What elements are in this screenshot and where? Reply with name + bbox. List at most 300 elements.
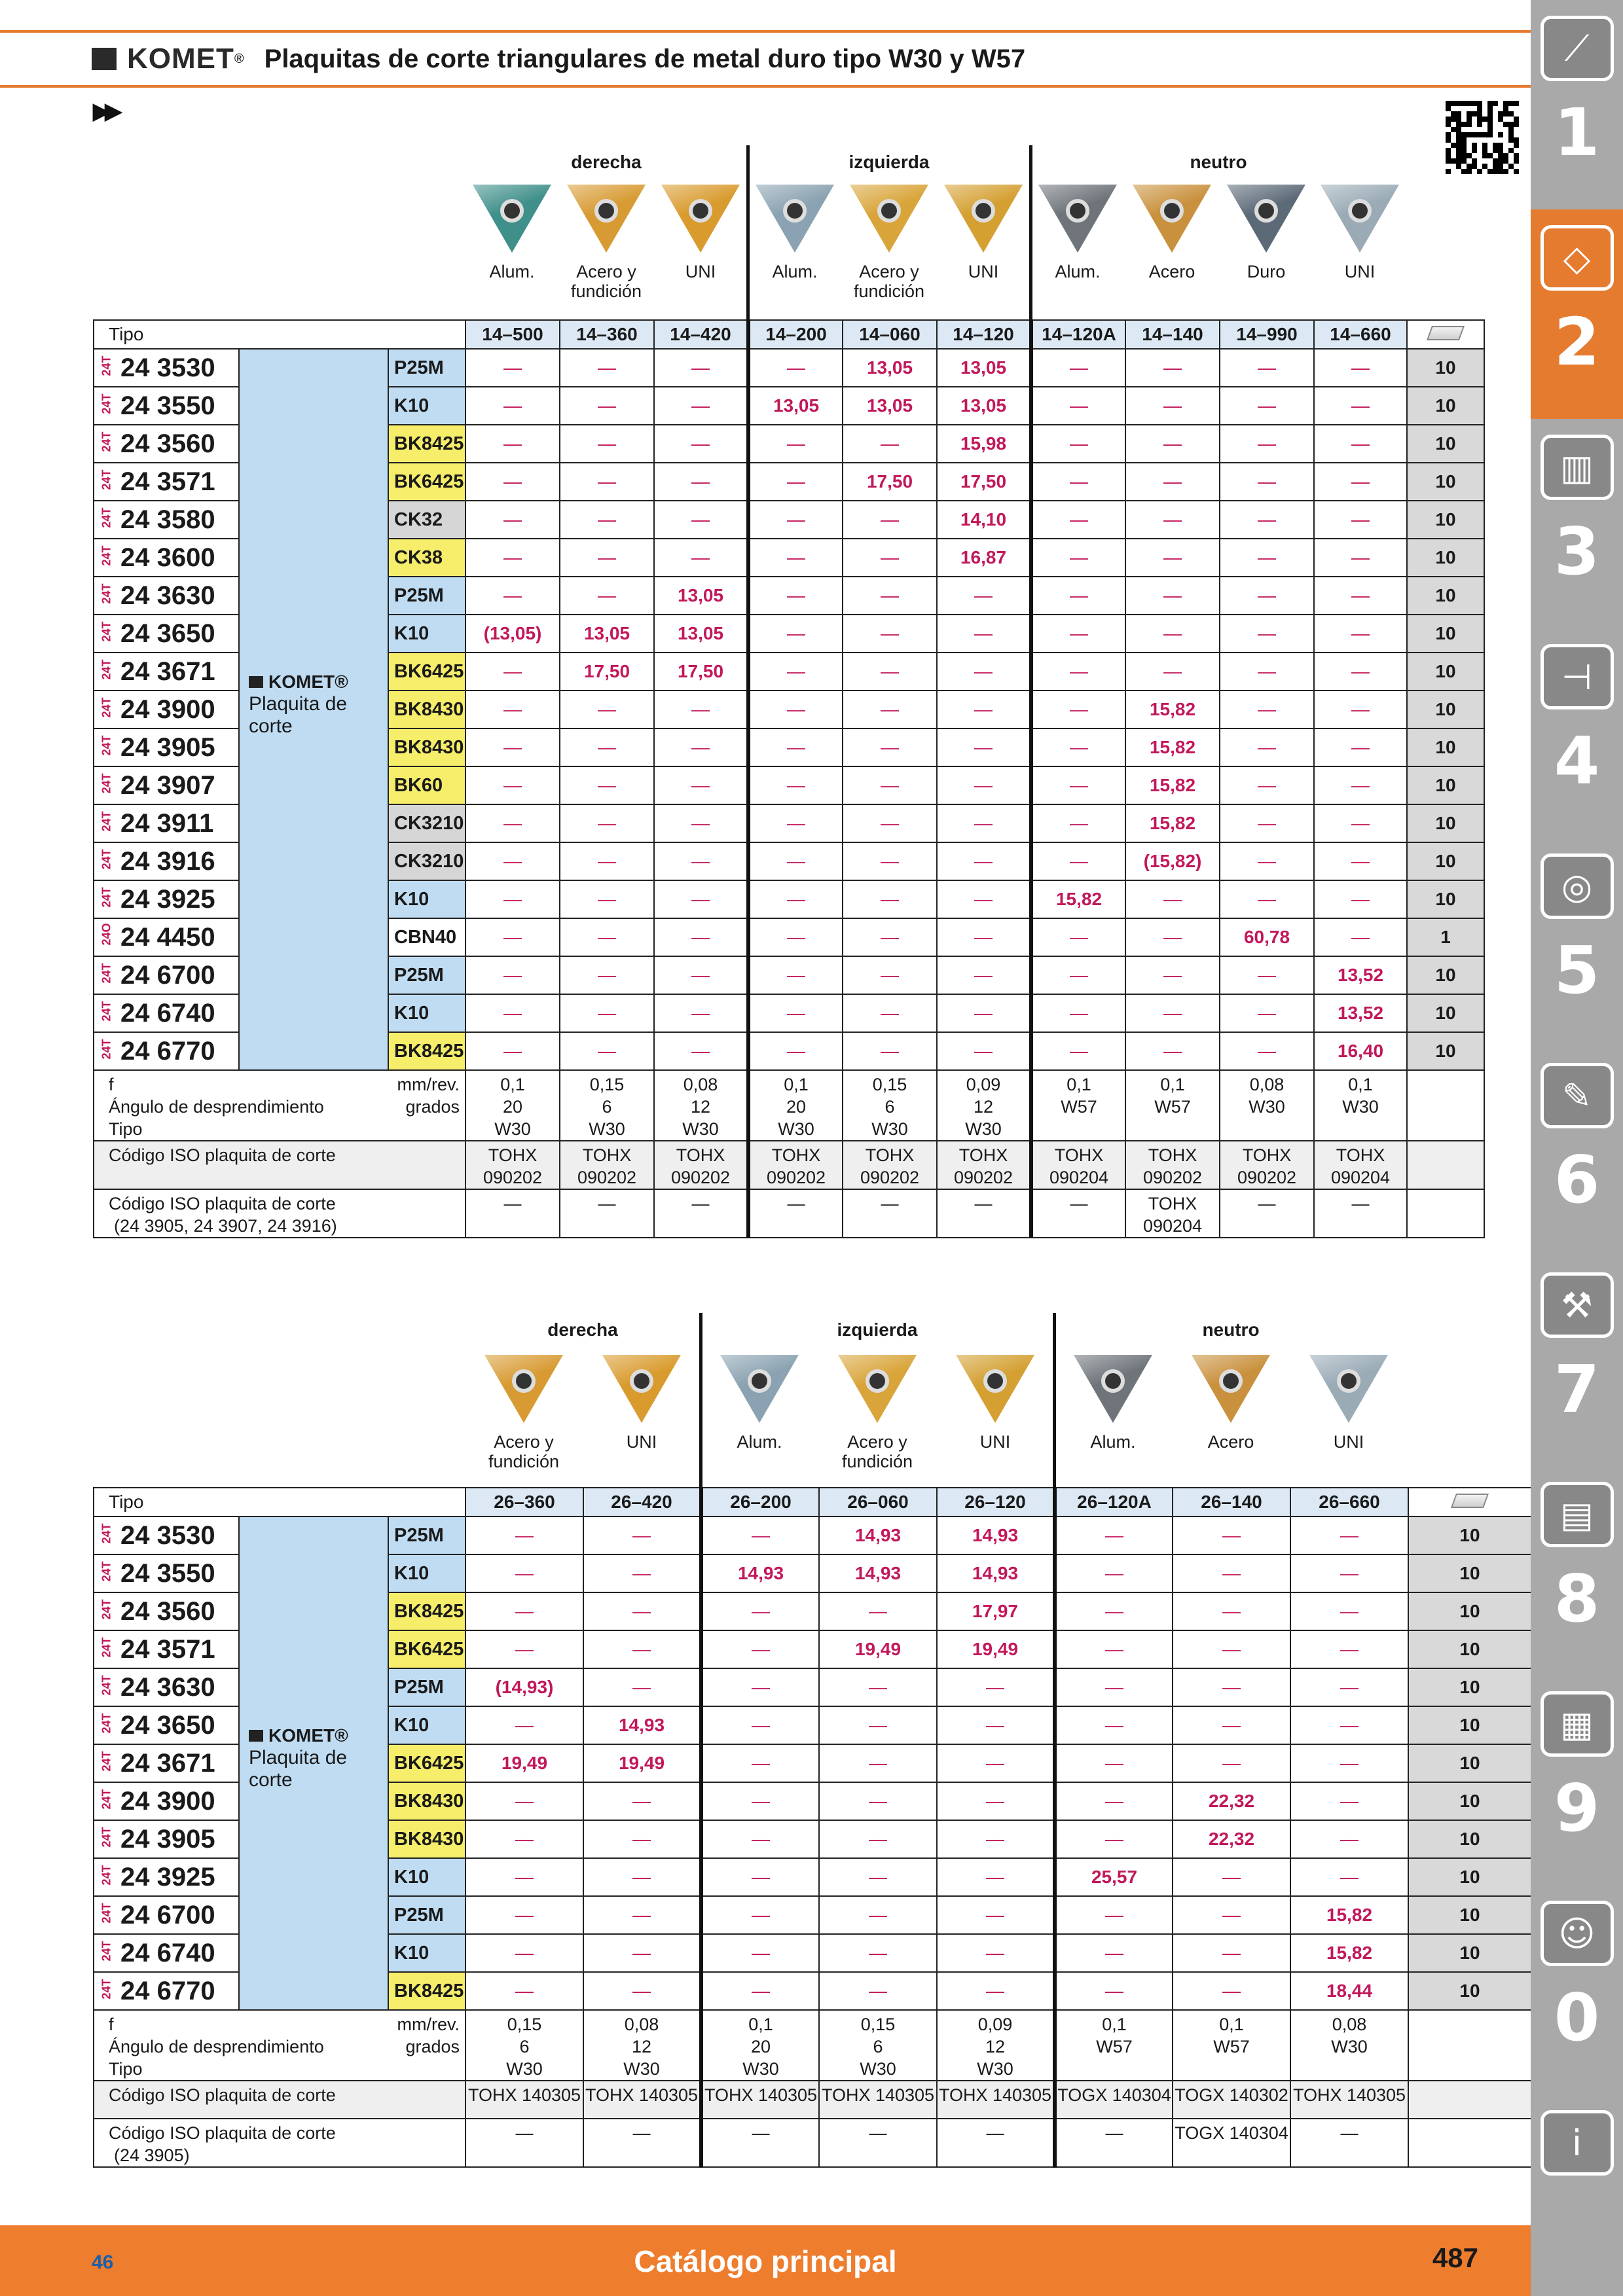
grade-badge: P25M [388, 1896, 465, 1934]
unavailable-cell: — [560, 387, 654, 425]
price-cell[interactable]: (14,93) [465, 1668, 583, 1706]
price-cell[interactable]: 17,50 [560, 653, 654, 691]
price-cell[interactable]: 17,50 [654, 653, 748, 691]
unavailable-cell: — [937, 842, 1031, 880]
spec-value-line: 090202 [1142, 1168, 1203, 1187]
spec-label-line: Tipo [109, 1119, 143, 1139]
unavailable-cell: — [465, 956, 560, 994]
spec-label-line: Tipo [109, 2059, 143, 2079]
unavailable-cell: — [465, 728, 560, 766]
grade-badge: CBN40 [388, 918, 465, 956]
price-cell[interactable]: 14,93 [937, 1516, 1055, 1554]
price-cell[interactable]: 22,32 [1173, 1782, 1290, 1820]
pack-quantity: 10 [1408, 1820, 1531, 1858]
price-cell[interactable]: 19,49 [819, 1630, 937, 1668]
spec-value [843, 1070, 937, 1141]
brand-cell [239, 349, 388, 1070]
insert-image-icon [944, 185, 1023, 257]
price-cell[interactable]: 60,78 [1220, 918, 1314, 956]
product-code [94, 577, 239, 615]
column-header-26–660: 26–660 [1290, 1488, 1408, 1516]
insert-image-icon [661, 185, 740, 257]
unavailable-cell: — [1220, 880, 1314, 918]
price-cell[interactable]: 18,44 [1290, 1972, 1408, 2010]
spec-value-line: 20 [750, 2037, 771, 2056]
column-header-14–420: 14–420 [654, 320, 748, 349]
spec-value-line: 090202 [953, 1168, 1013, 1187]
spec-value [1125, 1141, 1220, 1189]
chapter-tab-2[interactable] [1531, 209, 1623, 419]
unavailable-cell: — [465, 1782, 583, 1820]
unavailable-cell: — [748, 918, 843, 956]
grade-badge: BK8430 [388, 1782, 465, 1820]
price-cell[interactable]: 16,40 [1314, 1032, 1407, 1070]
product-code [94, 463, 239, 501]
variant-tag: 24T [100, 1599, 113, 1620]
product-code [94, 880, 239, 918]
unavailable-cell: — [1290, 1630, 1408, 1668]
unavailable-cell: — [1125, 349, 1220, 387]
spec-value [1055, 2081, 1173, 2119]
column-header-26–120: 26–120 [937, 1488, 1055, 1516]
spec-value [937, 2010, 1055, 2081]
price-cell[interactable]: 15,82 [1031, 880, 1125, 918]
insert-hole-icon [748, 1369, 771, 1393]
spec-value-line: W30 [778, 1119, 814, 1139]
column-header-14–500: 14–500 [465, 320, 560, 349]
info-icon: i [1541, 2110, 1614, 2176]
group-label-izquierda: izquierda [837, 1319, 918, 1340]
grade-badge: BK8425 [388, 1592, 465, 1630]
brand-name: KOMET® [268, 672, 348, 692]
unavailable-cell: — [654, 804, 748, 842]
price-cell[interactable]: 15,82 [1125, 728, 1220, 766]
unavailable-cell: — [748, 956, 843, 994]
spec-value-line: W57 [1096, 2037, 1133, 2056]
price-cell[interactable]: 13,05 [843, 349, 937, 387]
spec-unit-line [388, 2058, 460, 2080]
unavailable-cell: — [583, 1668, 701, 1706]
spec-label-line: (24 3905, 24 3907, 24 3916) [114, 1216, 337, 1236]
spec-empty [1407, 1189, 1484, 1238]
unavailable-cell: — [1125, 956, 1220, 994]
unavailable-cell: — [748, 615, 843, 653]
pack-quantity: 10 [1408, 1668, 1531, 1706]
unavailable-cell: — [937, 1668, 1055, 1706]
pack-quantity: 10 [1407, 804, 1484, 842]
product-code-text: 24 3925 [120, 1862, 215, 1892]
product-code-text: 24 3571 [120, 467, 215, 496]
spec-value-line: TOGX 140304 [1057, 2085, 1171, 2105]
unavailable-cell: — [937, 994, 1031, 1032]
pack-quantity: 10 [1408, 1516, 1531, 1554]
spec-value-line: — [869, 2123, 887, 2143]
unavailable-cell: — [819, 1782, 937, 1820]
unavailable-cell: — [1173, 1858, 1290, 1896]
unavailable-cell: — [1125, 653, 1220, 691]
product-code [94, 1630, 239, 1668]
unavailable-cell: — [1220, 463, 1314, 501]
unavailable-cell: — [465, 1706, 583, 1744]
unavailable-cell: — [748, 425, 843, 463]
spec-value-line: W57 [1154, 1097, 1191, 1117]
variant-tag: 24T [100, 469, 113, 490]
product-code [94, 1858, 239, 1896]
price-cell[interactable]: 13,52 [1314, 956, 1407, 994]
price-cell[interactable]: 13,05 [560, 615, 654, 653]
price-cell[interactable]: 15,82 [1125, 691, 1220, 728]
unavailable-cell: — [465, 691, 560, 728]
group-label-derecha: derecha [547, 1319, 618, 1340]
spec-value [1220, 1189, 1314, 1238]
price-cell[interactable]: 15,82 [1290, 1934, 1408, 1972]
column-header-14–140: 14–140 [1125, 320, 1220, 349]
spec-value [1173, 2119, 1290, 2167]
chapter-tab-8[interactable] [1531, 1466, 1623, 1676]
unavailable-cell: — [748, 463, 843, 501]
unavailable-cell: — [465, 1858, 583, 1896]
grade-badge: BK8425 [388, 425, 465, 463]
insert-image-icon [756, 185, 834, 257]
price-cell[interactable]: 25,57 [1055, 1858, 1173, 1896]
unavailable-cell: — [583, 1782, 701, 1820]
chapter-tab-info[interactable] [1531, 2094, 1623, 2296]
insert-hole-icon [1337, 1369, 1360, 1393]
spec-value [937, 2081, 1055, 2119]
price-cell[interactable]: 17,50 [843, 463, 937, 501]
table-header-row [94, 1488, 1531, 1516]
spec-value [1220, 1141, 1314, 1189]
insert-type-label: Acero y fundición [570, 262, 642, 301]
spec-label-line: Ángulo de desprendimiento [109, 1097, 324, 1117]
unavailable-cell: — [1314, 425, 1407, 463]
unavailable-cell: — [1031, 842, 1125, 880]
qr-code-icon[interactable] [1446, 101, 1519, 174]
price-cell[interactable]: 13,52 [1314, 994, 1407, 1032]
spec-value-line: W30 [1249, 1097, 1285, 1117]
unavailable-cell: — [843, 577, 937, 615]
unavailable-cell: — [1173, 1706, 1290, 1744]
unavailable-cell: — [843, 539, 937, 577]
unavailable-cell: — [1220, 728, 1314, 766]
product-code [94, 615, 239, 653]
chapter-tab-0[interactable] [1531, 1885, 1623, 2094]
chapter-number: 5 [1554, 932, 1600, 1009]
price-cell[interactable]: 13,05 [937, 387, 1031, 425]
price-cell[interactable]: 17,97 [937, 1592, 1055, 1630]
unavailable-cell: — [1031, 615, 1125, 653]
unavailable-cell: — [937, 1744, 1055, 1782]
unavailable-cell: — [748, 577, 843, 615]
column-header-14–120A: 14–120A [1031, 320, 1125, 349]
product-code-text: 24 3905 [120, 732, 215, 762]
chapter-number: 0 [1554, 1979, 1600, 2056]
spec-value-line: 0,08 [683, 1075, 718, 1094]
grade-badge: P25M [388, 577, 465, 615]
unavailable-cell: — [583, 1592, 701, 1630]
unavailable-cell: — [465, 577, 560, 615]
unavailable-cell: — [1220, 577, 1314, 615]
pack-quantity: 10 [1408, 1972, 1531, 2010]
spec-value [654, 1189, 748, 1238]
table-row [94, 1516, 1531, 1554]
pack-quantity: 10 [1407, 349, 1484, 387]
spec-value-line: 090202 [577, 1168, 637, 1187]
spec-value [819, 2010, 937, 2081]
group-separator [699, 1313, 702, 1487]
unavailable-cell: — [843, 918, 937, 956]
unavailable-cell: — [937, 880, 1031, 918]
price-cell[interactable]: 22,32 [1173, 1820, 1290, 1858]
unavailable-cell: — [465, 1516, 583, 1554]
spec-value [748, 1070, 843, 1141]
unavailable-cell: — [1220, 539, 1314, 577]
product-code [94, 1934, 239, 1972]
price-cell[interactable]: 14,93 [819, 1554, 937, 1592]
pack-quantity: 10 [1407, 387, 1484, 425]
pack-quantity: 10 [1407, 956, 1484, 994]
unavailable-cell: — [1055, 1896, 1173, 1934]
saw-blade-icon: ◎ [1541, 853, 1614, 919]
product-code [94, 1592, 239, 1630]
unavailable-cell: — [560, 425, 654, 463]
chapter-tab-3[interactable] [1531, 419, 1623, 628]
chapter-tab-1[interactable] [1531, 0, 1623, 209]
price-cell[interactable]: 16,87 [937, 539, 1031, 577]
group-label-neutro: neutro [1202, 1319, 1260, 1340]
price-cell[interactable]: 15,98 [937, 425, 1031, 463]
group-label-derecha: derecha [571, 152, 642, 172]
unavailable-cell: — [1031, 653, 1125, 691]
spec-value-line: TOGX 140302 [1175, 2085, 1288, 2105]
price-cell[interactable]: 13,05 [937, 349, 1031, 387]
spec-value [560, 1070, 654, 1141]
price-cell[interactable]: (13,05) [465, 615, 560, 653]
insert-image-icon [1038, 185, 1117, 257]
product-code [94, 691, 239, 728]
spec-value-line: 0,15 [872, 1075, 907, 1094]
price-cell[interactable]: 15,82 [1125, 766, 1220, 804]
group-label-neutro: neutro [1190, 152, 1247, 172]
spec-value-line: 0,1 [1102, 2015, 1127, 2034]
spec-value [1290, 2081, 1408, 2119]
spec-value-line: TOHX [1054, 1145, 1104, 1165]
spec-value-line: 0,08 [624, 2015, 659, 2034]
product-code [94, 349, 239, 387]
price-cell[interactable]: (15,82) [1125, 842, 1220, 880]
insert-hole-icon [1219, 1369, 1243, 1393]
price-cell[interactable]: 13,05 [843, 387, 937, 425]
unavailable-cell: — [1125, 880, 1220, 918]
variant-tag: 24T [100, 1713, 113, 1734]
spec-value-line: W30 [742, 2059, 779, 2079]
unavailable-cell: — [843, 728, 937, 766]
price-cell[interactable]: 15,82 [1125, 804, 1220, 842]
spec-value-line: 12 [985, 2037, 1006, 2056]
spec-value [819, 2081, 937, 2119]
variant-tag: 24T [100, 1865, 113, 1886]
grade-badge: CK3210 [388, 842, 465, 880]
unavailable-cell: — [583, 1554, 701, 1592]
unavailable-cell: — [465, 501, 560, 539]
price-cell[interactable]: 13,05 [654, 615, 748, 653]
unavailable-cell: — [560, 728, 654, 766]
unavailable-cell: — [560, 1032, 654, 1070]
variant-tag: 24T [100, 1523, 113, 1544]
spec-unit-line: mm/rev. [397, 1075, 460, 1094]
chapter-tab-6[interactable] [1531, 1047, 1623, 1257]
spec-empty [1408, 2010, 1531, 2081]
unavailable-cell: — [1125, 994, 1220, 1032]
price-cell[interactable]: 14,93 [937, 1554, 1055, 1592]
unavailable-cell: — [1031, 804, 1125, 842]
product-table [93, 319, 1485, 1238]
insert-hole-icon [594, 199, 618, 223]
spec-label-line: f [109, 2015, 114, 2034]
spec-value [1290, 2119, 1408, 2167]
spec-value [583, 2119, 701, 2167]
unavailable-cell: — [560, 842, 654, 880]
unavailable-cell: — [465, 349, 560, 387]
unavailable-cell: — [937, 1706, 1055, 1744]
chapter-tab-9[interactable] [1531, 1676, 1623, 1885]
unavailable-cell: — [654, 425, 748, 463]
unavailable-cell: — [1055, 1820, 1173, 1858]
unavailable-cell: — [1314, 539, 1407, 577]
spec-value [843, 1189, 937, 1238]
spec-value-line: 20 [786, 1097, 807, 1117]
variant-tag: 24T [100, 887, 113, 908]
spec-value [1031, 1070, 1125, 1141]
unavailable-cell: — [1031, 539, 1125, 577]
spec-value-line: W30 [860, 2059, 896, 2079]
product-code-text: 24 3530 [120, 1520, 215, 1550]
spec-label-line: Ángulo de desprendimiento [109, 2037, 324, 2056]
spec-value [465, 2081, 583, 2119]
product-code [94, 956, 239, 994]
price-cell[interactable]: 13,05 [748, 387, 843, 425]
spec-label-line: (24 3905) [114, 2145, 190, 2165]
product-code-text: 24 3671 [120, 656, 215, 686]
pack-quantity: 10 [1407, 766, 1484, 804]
spec-value [1055, 2010, 1173, 2081]
spec-value-line: — [974, 1194, 993, 1213]
pliers-icon: ⚒ [1541, 1272, 1614, 1338]
price-cell[interactable]: 13,05 [654, 577, 748, 615]
spec-value-line: 0,08 [1332, 2015, 1367, 2034]
unavailable-cell: — [937, 691, 1031, 728]
spec-value-line: — [1258, 1194, 1276, 1213]
pack-quantity: 10 [1408, 1782, 1531, 1820]
unavailable-cell: — [1031, 728, 1125, 766]
unavailable-cell: — [1314, 615, 1407, 653]
spec-label [94, 2081, 388, 2119]
product-code-text: 24 4450 [120, 922, 215, 952]
price-cell[interactable]: 14,93 [583, 1706, 701, 1744]
price-cell[interactable]: 19,49 [937, 1630, 1055, 1668]
unavailable-cell: — [937, 728, 1031, 766]
spec-unit [388, 1141, 465, 1189]
spec-empty [1408, 2119, 1531, 2167]
spec-value-line: W30 [682, 1119, 719, 1139]
price-cell[interactable]: 19,49 [583, 1744, 701, 1782]
unavailable-cell: — [560, 994, 654, 1032]
pack-quantity: 10 [1408, 1630, 1531, 1668]
spec-value [465, 2119, 583, 2167]
price-cell[interactable]: 19,49 [465, 1744, 583, 1782]
spec-value [654, 1070, 748, 1141]
insert-type-label: Duro [1247, 262, 1286, 281]
insert-hole-icon [1066, 199, 1089, 223]
insert-type-label: Alum. [489, 262, 535, 281]
unavailable-cell: — [1314, 728, 1407, 766]
spec-value-line: 6 [602, 1097, 612, 1117]
spec-value-line: TOHX 140305 [467, 2085, 581, 2105]
unavailable-cell: — [654, 387, 748, 425]
spec-value [1031, 1141, 1125, 1189]
price-cell[interactable]: 14,10 [937, 501, 1031, 539]
komet-small-logo-icon [249, 676, 263, 688]
spec-label-line: Código ISO plaquita de corte [109, 1145, 336, 1165]
unavailable-cell: — [1055, 1554, 1173, 1592]
variant-tag: 24T [100, 735, 113, 756]
chapter-tab-4[interactable] [1531, 628, 1623, 838]
column-header-14–120: 14–120 [937, 320, 1031, 349]
spec-row-iso [94, 2081, 1531, 2119]
spec-value-line: 090204 [1049, 1168, 1109, 1187]
spec-value [1314, 1070, 1407, 1141]
column-header-26–060: 26–060 [819, 1488, 937, 1516]
insert-type-label: Alum. [1090, 1432, 1136, 1452]
price-cell[interactable]: 15,82 [1290, 1896, 1408, 1934]
product-code-text: 24 3650 [120, 619, 215, 648]
insert-type-label: UNI [979, 1432, 1011, 1452]
chapter-tab-5[interactable] [1531, 838, 1623, 1047]
unavailable-cell: — [1290, 1782, 1408, 1820]
price-cell[interactable]: 17,50 [937, 463, 1031, 501]
chapter-number: 8 [1554, 1560, 1600, 1637]
unavailable-cell: — [1220, 425, 1314, 463]
grade-badge: CK38 [388, 539, 465, 577]
unavailable-cell: — [1031, 691, 1125, 728]
workbench-icon: ▤ [1541, 1482, 1614, 1547]
pack-quantity: 10 [1407, 1032, 1484, 1070]
spec-value-line: 0,1 [1219, 2015, 1244, 2034]
unavailable-cell: — [937, 1032, 1031, 1070]
unavailable-cell: — [937, 1820, 1055, 1858]
spec-value-line: 6 [519, 2037, 530, 2056]
product-code-text: 24 6740 [120, 1938, 215, 1967]
unavailable-cell: — [843, 880, 937, 918]
unavailable-cell: — [654, 691, 748, 728]
price-cell[interactable]: 14,93 [819, 1516, 937, 1554]
spec-value [560, 1189, 654, 1238]
box-icon [1451, 1494, 1489, 1508]
price-cell[interactable]: 14,93 [701, 1554, 819, 1592]
unavailable-cell: — [1031, 387, 1125, 425]
insert-hole-icon [1160, 199, 1184, 223]
column-header-14–660: 14–660 [1314, 320, 1407, 349]
unavailable-cell: — [701, 1896, 819, 1934]
spec-value-line: — [598, 1194, 616, 1213]
spec-value-line: TOHX [958, 1145, 1008, 1165]
unavailable-cell: — [465, 387, 560, 425]
spec-value-line: 0,09 [966, 1075, 1001, 1094]
pack-quantity: 10 [1407, 880, 1484, 918]
page-number-right: 487 [1432, 2242, 1478, 2273]
chapter-tab-7[interactable] [1531, 1257, 1623, 1466]
chapter-number: 9 [1554, 1770, 1600, 1846]
